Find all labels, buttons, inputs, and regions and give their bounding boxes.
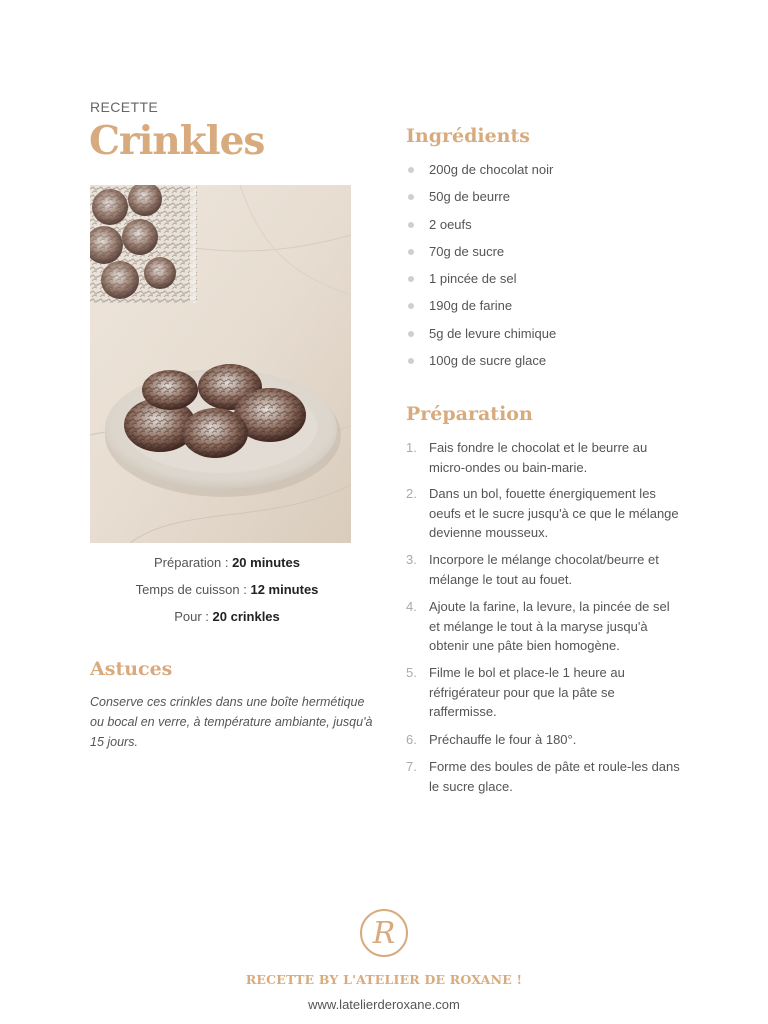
list-item [406,160,556,187]
recipe-kicker: RECETTE [90,99,159,115]
list-item [406,187,556,214]
step-text: Préchauffe le four à 180°. [429,732,577,747]
cook-time-line [90,582,364,597]
tips-text: Conserve ces crinkles dans une boîte hermétique ou bocal en verre, à température ambiante, jusqu'à 15 jours. [90,695,373,749]
step-text: Incorpore le mélange chocolat/beurre et mélange le tout au fouet. [429,552,659,587]
footer-title: RECETTE BY L'ATELIER DE ROXANE ! [245,972,523,987]
servings-line [90,609,364,624]
step-number: 2. [406,486,417,501]
ingredients-heading: Ingrédients [406,125,530,147]
ingredient-text: 200g de chocolat noir [429,162,554,177]
step-number: 4. [406,599,417,614]
bullet-icon [408,167,414,173]
step-item [406,484,681,543]
step-item [406,730,681,750]
ingredient-text: 70g de sucre [429,243,505,259]
ingredient-text: 5g de levure chimique [429,325,557,341]
step-item [406,597,681,656]
prep-time-label: Préparation : [154,555,229,570]
step-item [406,663,681,722]
step-number: 6. [406,732,417,747]
step-number: 5. [406,665,417,680]
servings-label: Pour : [174,609,209,624]
list-item [406,242,556,269]
list-item [406,324,556,351]
list-item [406,269,556,296]
bullet-icon [408,331,414,337]
prep-time-line [90,555,364,570]
step-text: Fais fondre le chocolat et le beurre au micro-ondes ou bain-marie. [429,440,648,475]
bullet-icon [408,194,414,200]
brand-logo [358,907,410,959]
list-item [406,215,556,242]
footer-url-link[interactable]: www.latelierderoxane.com [308,997,460,1012]
step-item [406,438,681,477]
ingredients-list [406,160,556,378]
list-item [406,296,556,323]
bullet-icon [408,222,414,228]
ingredient-text: 50g de beurre [429,189,510,205]
tips-heading: Astuces [90,658,173,680]
servings-value: 20 crinkles [212,609,280,624]
cook-time-value: 12 minutes [250,582,319,597]
logo-letter: R [372,916,396,951]
recipe-title: Crinkles [89,118,265,164]
preparation-heading: Préparation [406,403,533,425]
bullet-icon [408,276,414,282]
ingredient-text: 2 oeufs [429,216,472,232]
step-item [406,550,681,589]
step-text: Dans un bol, fouette énergiquement les oeufs et le sucre jusqu'à ce que le mélange devienne mousseux. [429,486,679,541]
step-text: Ajoute la farine, la levure, la pincée de sel et mélange le tout à la maryse jusqu'à obtenir une pâte bien homogène. [429,599,670,654]
step-number: 7. [406,759,417,774]
step-number: 1. [406,440,417,455]
step-number: 3. [406,552,417,567]
bullet-icon [408,358,414,364]
step-text: Filme le bol et place-le 1 heure au réfrigérateur pour que la pâte se raffermisse. [429,665,625,720]
bullet-icon [408,303,414,309]
step-text: Forme des boules de pâte et roule-les dans le sucre glace. [429,759,680,794]
cookie-plate-photo [90,185,351,543]
bullet-icon [408,249,414,255]
prep-time-value: 20 minutes [232,555,300,570]
ingredient-text: 100g de sucre glace [429,353,547,369]
ingredient-text: 190g de farine [429,298,513,314]
cook-time-label: Temps de cuisson : [135,582,247,597]
step-item [406,757,681,796]
list-item [406,351,556,378]
ingredient-text: 1 pincée de sel [429,271,517,287]
